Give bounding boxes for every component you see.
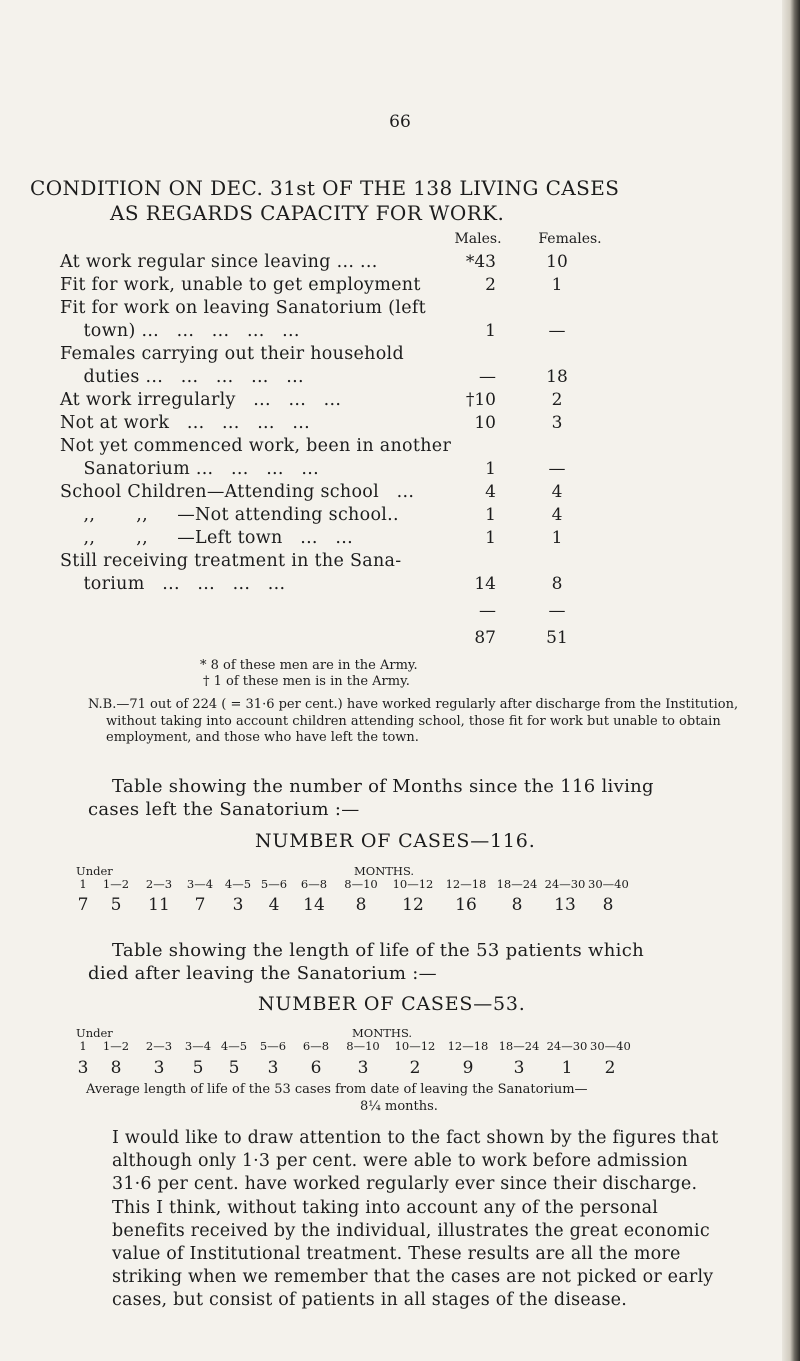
month-range: 8—10 [344,877,378,891]
month-range: 1—2 [102,1039,130,1053]
row-females-value: 4 [551,482,563,502]
case-count: 9 [462,1058,474,1078]
month-range: 4—5 [220,1039,248,1053]
case-count: 7 [194,895,206,915]
month-range: 1 [79,877,87,891]
month-range: 6—8 [300,877,328,891]
case-count: 3 [232,895,244,915]
row-label: Fit for work on leaving Sanatorium (left [60,298,426,318]
average-life-line-1: Average length of life of the 53 cases from date of leaving the Sanatorium— [86,1082,588,1097]
row-males-value: 1 [485,459,496,479]
row-females-value: 1 [551,275,563,295]
month-range: 1 [79,1039,87,1053]
case-count: 5 [192,1058,204,1078]
row-males-value: — [479,367,496,387]
footnote-army-men: * 8 of these men are in the Army. [200,658,418,673]
row-females-value: 10 [546,252,568,272]
case-count: 8 [511,895,523,915]
case-count: 14 [303,895,325,915]
row-label-continued: torium ... ... ... ... [60,574,286,594]
table1-intro-line-2: cases left the Sanatorium :— [88,799,360,820]
title-line-1: CONDITION ON DEC. 31st OF THE 138 LIVING CASES [30,176,620,200]
table2-intro-line-2: died after leaving the Sanatorium :— [88,963,437,984]
row-label: ,, ,, —Left town ... ... [60,528,353,548]
table2-months-label: MONTHS. [352,1026,413,1040]
month-range: 2—3 [145,1039,173,1053]
table1-month-ranges [72,877,727,891]
total-rule-males: — [479,601,496,621]
month-range: 3—4 [184,1039,212,1053]
females-header: Females. [538,231,602,247]
row-males-value: *43 [465,252,496,272]
case-count: 3 [153,1058,165,1078]
case-count: 8 [110,1058,122,1078]
row-label-continued: duties ... ... ... ... ... [60,367,304,387]
case-count: 16 [455,895,477,915]
page-number: 66 [389,112,411,132]
row-males-value: 1 [485,528,496,548]
row-label: Still receiving treatment in the Sana- [60,551,402,571]
month-range: 18—24 [498,1039,540,1053]
table1-case-counts [72,895,727,915]
row-label: ,, ,, —Not attending school.. [60,505,399,525]
row-females-value: — [548,459,566,479]
month-range: 18—24 [496,877,538,891]
month-range: 4—5 [224,877,252,891]
month-range: 24—30 [544,877,586,891]
row-label: School Children—Attending school ... [60,482,415,502]
row-label: Not yet commenced work, been in another [60,436,452,456]
row-label: Females carrying out their household [60,344,404,364]
row-label: Not at work ... ... ... ... [60,413,310,433]
case-count: 7 [77,895,89,915]
row-label: At work irregularly ... ... ... [60,390,342,410]
month-range: 5—6 [259,1039,287,1053]
month-range: 10—12 [394,1039,436,1053]
row-label-continued: Sanatorium ... ... ... ... [60,459,319,479]
nb-note: N.B.—71 out of 224 ( = 31·6 per cent.) have worked regularly after discharge from the Institution, without taking into account children attending school, those fit for work but unable to obtain employment, and those who have left the town. [88,697,739,745]
table2-month-ranges [72,1039,727,1053]
closing-paragraph: I would like to draw attention to the fact shown by the figures that although only 1·3 per cent. were able to work before admission 31·6 per cent. have worked regularly ever since their discharge. This I think, without taking into account any of the personal benefits received by the individual, illustrates the great economic value of Institutional treatment. These results are all the more striking when we remember that the cases are not picked or early cases, but consist of patients in all stages of the disease. [112,1128,719,1311]
case-count: 4 [268,895,280,915]
table2-heading: NUMBER OF CASES—53. [258,993,526,1015]
case-count: 13 [554,895,576,915]
table2-intro-line-1: Table showing the length of life of the 53 patients which [112,940,644,961]
table2-under-label: Under [76,1026,113,1040]
row-females-value: 3 [551,413,563,433]
month-range: 24—30 [546,1039,588,1053]
row-label: Fit for work, unable to get employment [60,275,421,295]
case-count: 2 [604,1058,616,1078]
males-header: Males. [454,231,502,247]
case-count: 11 [148,895,170,915]
row-females-value: 8 [551,574,563,594]
row-males-value: 14 [474,574,496,594]
case-count: 6 [310,1058,322,1078]
case-count: 3 [267,1058,279,1078]
row-males-value: 10 [474,413,496,433]
table2-case-counts [72,1058,727,1078]
row-males-value: 4 [485,482,496,502]
case-count: 5 [110,895,122,915]
month-range: 2—3 [145,877,173,891]
case-count: 3 [513,1058,525,1078]
row-females-value: 2 [551,390,563,410]
month-range: 12—18 [447,1039,489,1053]
females-total: 51 [546,628,568,648]
average-life-line-2: 8¼ months. [360,1099,438,1114]
month-range: 1—2 [102,877,130,891]
row-males-value: †10 [465,390,496,410]
title-line-2: AS REGARDS CAPACITY FOR WORK. [110,201,505,225]
row-females-value: 4 [551,505,563,525]
row-females-value: 18 [546,367,568,387]
row-males-value: 1 [485,321,496,341]
case-count: 8 [355,895,367,915]
month-range: 10—12 [392,877,434,891]
case-count: 1 [561,1058,573,1078]
males-total: 87 [474,628,496,648]
row-males-value: 2 [485,275,496,295]
month-range: 8—10 [346,1039,380,1053]
case-count: 2 [409,1058,421,1078]
table1-under-label: Under [76,864,113,878]
case-count: 12 [402,895,424,915]
row-males-value: 1 [485,505,496,525]
month-range: 30—40 [590,1039,631,1053]
row-label: At work regular since leaving ... ... [60,252,378,272]
month-range: 3—4 [186,877,214,891]
case-count: 3 [357,1058,369,1078]
book-binding-edge [782,0,800,1361]
month-range: 6—8 [302,1039,330,1053]
case-count: 5 [228,1058,240,1078]
table1-months-label: MONTHS. [354,864,415,878]
row-label-continued: town) ... ... ... ... ... [60,321,300,341]
total-rule-females: — [548,601,566,621]
table1-intro-line-1: Table showing the number of Months since the 116 living [112,776,654,797]
row-females-value: 1 [551,528,563,548]
month-range: 30—40 [588,877,629,891]
month-range: 12—18 [445,877,487,891]
case-count: 3 [77,1058,89,1078]
table1-heading: NUMBER OF CASES—116. [255,830,536,852]
footnote-army-man: † 1 of these men is in the Army. [203,674,410,689]
row-females-value: — [548,321,566,341]
case-count: 8 [602,895,614,915]
month-range: 5—6 [260,877,288,891]
